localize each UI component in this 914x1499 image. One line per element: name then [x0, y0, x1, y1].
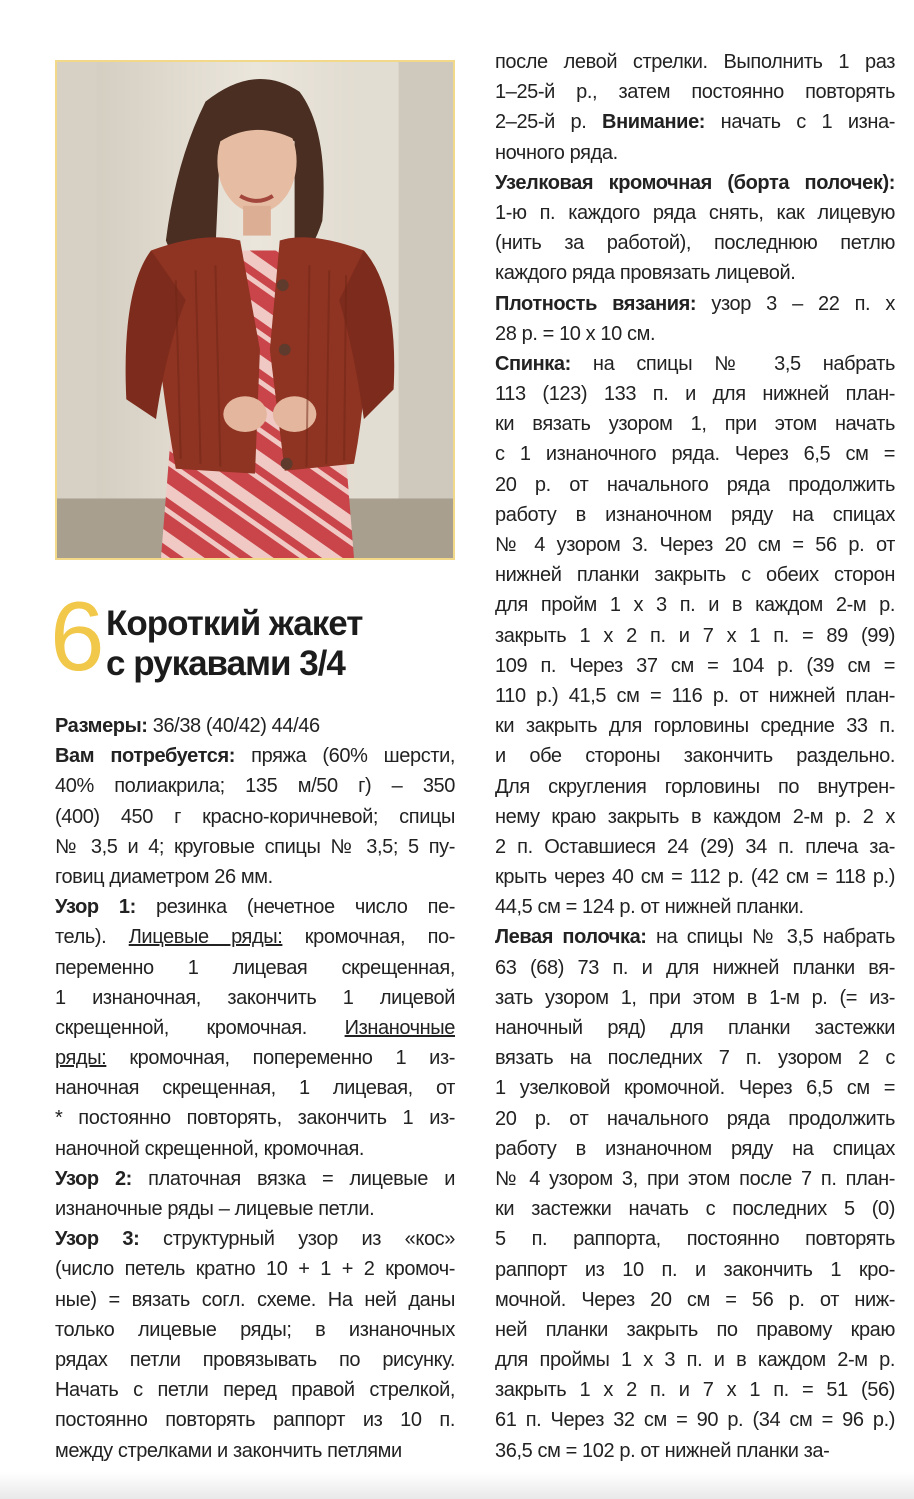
- body-text: узор 3 – 22 п. х: [696, 292, 895, 315]
- body-text: 1-ю п. каждого ряда снять, как лицевую: [495, 201, 895, 224]
- body-text: наночный ряд) для планки застежки: [495, 1017, 895, 1039]
- body-text: ки вязать узором 1, при этом начать: [495, 413, 895, 436]
- right-column-line: [495, 922, 895, 952]
- body-text: крыть через 40 см = 112 р. (42 см = 118 р.): [495, 866, 895, 889]
- body-text: (нить за работой), последнюю петлю: [495, 232, 895, 255]
- left-column-line: [55, 983, 455, 1013]
- body-text: скрещенной, кромочная.: [55, 1016, 345, 1039]
- left-column-line: [55, 1043, 455, 1073]
- right-column-line: [495, 1073, 895, 1103]
- body-text: 109 п. Через 37 см = 104 р. (39 см =: [495, 654, 895, 677]
- body-text: 1 узелковой кромочной. Через 6,5 см =: [495, 1077, 895, 1100]
- right-column-line: [495, 1436, 895, 1466]
- body-text: ные) = вязать согл. схеме. На ней даны: [55, 1288, 455, 1311]
- body-text: рядах петли провязывать по рисунку.: [55, 1348, 455, 1371]
- body-text: платочная вязка = лицевые и: [131, 1167, 455, 1190]
- right-column-line: [495, 681, 895, 711]
- body-text: после левой стрелки. Выполнить 1 раз: [495, 51, 895, 73]
- body-text: раппорт из 10 п. и закончить 1 кро-: [495, 1258, 895, 1281]
- body-text: каждого ряда провязать лицевой.: [495, 262, 796, 285]
- body-text: Изнаночные: [344, 1016, 455, 1039]
- right-column-line: [495, 1134, 895, 1164]
- right-column-line: [495, 1164, 895, 1194]
- body-text: на спицы № 3,5 набрать: [646, 926, 895, 949]
- body-text: переменно 1 лицевая скрещенная,: [55, 956, 455, 979]
- body-text: ней планки закрыть по правому краю: [495, 1318, 895, 1341]
- right-column-line: [495, 107, 895, 137]
- body-text: только лицевые ряды; в изнаночных: [55, 1318, 455, 1341]
- body-text: резинка (нечетное число пе-: [135, 896, 455, 919]
- right-column-line: [495, 1224, 895, 1254]
- body-text: ночного ряда.: [495, 141, 618, 164]
- bold-label: Вам потребуется:: [55, 745, 235, 768]
- body-text: 36/38 (40/42) 44/46: [147, 715, 320, 737]
- right-text-column: [495, 47, 895, 1466]
- body-text: на спицы № 3,5 набрать: [570, 352, 895, 375]
- body-text: 63 (68) 73 п. и для нижней планки вя-: [495, 956, 895, 979]
- body-text: 113 (123) 133 п. и для нижней план-: [495, 383, 895, 406]
- left-text-column: [55, 711, 455, 1466]
- right-column-line: [495, 892, 895, 922]
- body-text: работу в изнаночном ряду на спицах: [495, 1137, 895, 1160]
- left-column-line: [55, 832, 455, 862]
- body-text: зать узором 1, при этом в 1-м р. (= из-: [495, 986, 895, 1009]
- body-text: наночной скрещенной, кромочная.: [55, 1137, 365, 1160]
- left-column-line: [55, 1224, 455, 1254]
- body-text: нему краю закрыть в каждом 2-м р. 2 х: [495, 805, 895, 828]
- left-column-line: [55, 711, 455, 741]
- body-text: нижней планки закрыть с обеих сторон: [495, 564, 895, 587]
- right-column-line: [495, 983, 895, 1013]
- right-column-line: [495, 1104, 895, 1134]
- left-column-line: [55, 771, 455, 801]
- bold-label: Узелковая кромочная (борта полочек):: [495, 171, 895, 194]
- left-column-line: [55, 1134, 455, 1164]
- body-text: и обе стороны закончить раздельно.: [495, 745, 895, 768]
- right-column-line: [495, 862, 895, 892]
- model-photo: [55, 60, 455, 560]
- body-text: закрыть 1 х 2 п. и 7 х 1 п. = 89 (99): [495, 624, 895, 647]
- body-text: для проймы 1 х 3 п. и в каждом 2-м р.: [495, 1349, 895, 1372]
- right-column-line: [495, 1285, 895, 1315]
- bold-label: Узор 2:: [55, 1167, 132, 1190]
- body-text: мочной. Через 20 см = 56 р. от ниж-: [495, 1288, 895, 1311]
- body-text: тель).: [55, 926, 129, 949]
- body-text: 2–25-й р.: [495, 111, 603, 134]
- body-text: работу в изнаночном ряду на спицах: [495, 503, 895, 526]
- left-column-line: [55, 1254, 455, 1284]
- body-text: 1 изнаночная, закончить 1 лицевой: [55, 986, 455, 1009]
- left-column-line: [55, 1436, 455, 1466]
- right-column-line: [495, 500, 895, 530]
- body-text: для пройм 1 х 3 п. и в каждом 2-м р.: [495, 594, 895, 617]
- body-text: 20 р. от начального ряда продолжить: [495, 473, 895, 496]
- page-bottom-edge: [0, 1472, 914, 1499]
- bold-label: Размеры:: [55, 715, 148, 737]
- body-text: 40% полиакрила; 135 м/50 г) – 350: [55, 775, 455, 798]
- body-text: говиц диаметром 26 мм.: [55, 865, 273, 888]
- body-text: кромочная, попеременно 1 из-: [106, 1047, 455, 1070]
- right-column-line: [495, 1013, 895, 1043]
- woman-in-red-jacket-photo-icon: [57, 62, 453, 558]
- body-text: 61 п. Через 32 см = 90 р. (34 см = 96 р.): [495, 1409, 895, 1432]
- left-column-line: [55, 1103, 455, 1133]
- body-text: (400) 450 г красно-коричневой; спицы: [55, 805, 455, 828]
- right-column-line: [495, 409, 895, 439]
- right-column-line: [495, 772, 895, 802]
- bold-label: Узор 3:: [55, 1228, 140, 1251]
- right-column-line: [495, 77, 895, 107]
- right-column-line: [495, 198, 895, 228]
- left-column-line: [55, 892, 455, 922]
- title-line-1: Короткий жакет: [106, 604, 363, 643]
- body-text: изнаночные ряды – лицевые петли.: [55, 1198, 375, 1220]
- body-text: 20 р. от начального ряда продолжить: [495, 1107, 895, 1130]
- left-column-line: [55, 1164, 455, 1194]
- right-column-line: [495, 560, 895, 590]
- right-column-line: [495, 1043, 895, 1073]
- body-text: вязать на последних 7 п. узором 2 с: [495, 1047, 895, 1070]
- left-column-line: [55, 1073, 455, 1103]
- body-text: 5 п. раппорта, постоянно повторять: [495, 1228, 895, 1251]
- bold-label: Левая полочка:: [495, 926, 647, 949]
- right-column-line: [495, 138, 895, 168]
- body-text: наночная скрещенная, 1 лицевая, от: [55, 1077, 455, 1100]
- right-column-line: [495, 621, 895, 651]
- right-column-line: [495, 711, 895, 741]
- body-text: 36,5 см = 102 р. от нижней планки за-: [495, 1439, 830, 1462]
- body-text: 1–25-й р., затем постоянно повторять: [495, 81, 895, 104]
- right-column-line: [495, 832, 895, 862]
- left-column-line: [55, 1013, 455, 1043]
- body-text: 2 п. Оставшиеся 24 (29) 34 п. плеча за-: [495, 835, 895, 858]
- bold-label: Узор 1:: [55, 896, 136, 919]
- body-text: ки застежки начать с последних 5 (0): [495, 1198, 895, 1221]
- right-column-line: [495, 289, 895, 319]
- body-text: Начать с петли перед правой стрелкой,: [55, 1379, 455, 1402]
- right-column-line: [495, 1345, 895, 1375]
- right-column-line: [495, 953, 895, 983]
- body-text: ряды:: [55, 1047, 107, 1070]
- right-column-line: [495, 802, 895, 832]
- left-column-line: [55, 1405, 455, 1435]
- right-column-line: [495, 1375, 895, 1405]
- left-column-line: [55, 1345, 455, 1375]
- right-column-line: [495, 258, 895, 288]
- bold-label: Плотность вязания:: [495, 292, 697, 315]
- bold-label: Спинка:: [495, 352, 571, 375]
- body-text: между стрелками и закончить петлями: [55, 1439, 402, 1462]
- left-column-line: [55, 741, 455, 771]
- body-text: ки закрыть для горловины средние 33 п.: [495, 715, 895, 738]
- right-column-line: [495, 379, 895, 409]
- body-text: (число петель кратно 10 + 1 + 2 кромоч-: [55, 1258, 455, 1281]
- right-column-line: [495, 1194, 895, 1224]
- article-title: [50, 581, 470, 691]
- body-text: 28 р. = 10 х 10 см.: [495, 322, 656, 345]
- right-column-line: [495, 349, 895, 379]
- right-column-line: [495, 1405, 895, 1435]
- body-text: № 4 узором 3, при этом после 7 п. план-: [495, 1167, 895, 1190]
- left-column-line: [55, 1315, 455, 1345]
- right-column-line: [495, 168, 895, 198]
- left-column-line: [55, 922, 455, 952]
- right-column-line: [495, 651, 895, 681]
- body-text: пряжа (60% шерсти,: [235, 745, 455, 768]
- right-column-line: [495, 319, 895, 349]
- right-column-line: [495, 470, 895, 500]
- body-text: начать с 1 изна-: [705, 111, 895, 134]
- body-text: 110 р.) 41,5 см = 116 р. от нижней план-: [495, 684, 895, 707]
- right-column-line: [495, 1255, 895, 1285]
- left-column-line: [55, 802, 455, 832]
- right-column-line: [495, 1315, 895, 1345]
- body-text: 44,5 см = 124 р. от нижней планки.: [495, 896, 804, 919]
- body-text: № 4 узором 3. Через 20 см = 56 р. от: [495, 534, 895, 556]
- body-text: с 1 изнаночного ряда. Через 6,5 см =: [495, 443, 895, 466]
- right-column-line: [495, 439, 895, 469]
- left-column-line: [55, 1375, 455, 1405]
- left-column-line: [55, 953, 455, 983]
- right-column-line: [495, 47, 895, 77]
- body-text: постоянно повторять раппорт из 10 п.: [55, 1409, 455, 1432]
- left-column-line: [55, 1194, 455, 1224]
- title-text: [106, 604, 362, 684]
- body-text: * постоянно повторять, закончить 1 из-: [55, 1107, 455, 1130]
- left-column-line: [55, 1285, 455, 1315]
- right-column-line: [495, 228, 895, 258]
- body-text: № 3,5 и 4; круговые спицы № 3,5; 5 пу-: [55, 835, 455, 858]
- body-text: закрыть 1 х 2 п. и 7 х 1 п. = 51 (56): [495, 1379, 895, 1402]
- title-line-2: с рукавами 3/4: [106, 644, 345, 683]
- right-column-line: [495, 530, 895, 560]
- body-text: структурный узор из «кос»: [139, 1228, 455, 1251]
- body-text: Лицевые ряды:: [128, 926, 283, 949]
- body-text: Для скругления горловины по внутрен-: [495, 775, 895, 798]
- pattern-number: 6: [50, 581, 105, 691]
- left-column-line: [55, 862, 455, 892]
- body-text: кромочная, по-: [282, 926, 455, 949]
- bold-label: Внимание:: [602, 111, 706, 134]
- right-column-line: [495, 741, 895, 771]
- right-column-line: [495, 590, 895, 620]
